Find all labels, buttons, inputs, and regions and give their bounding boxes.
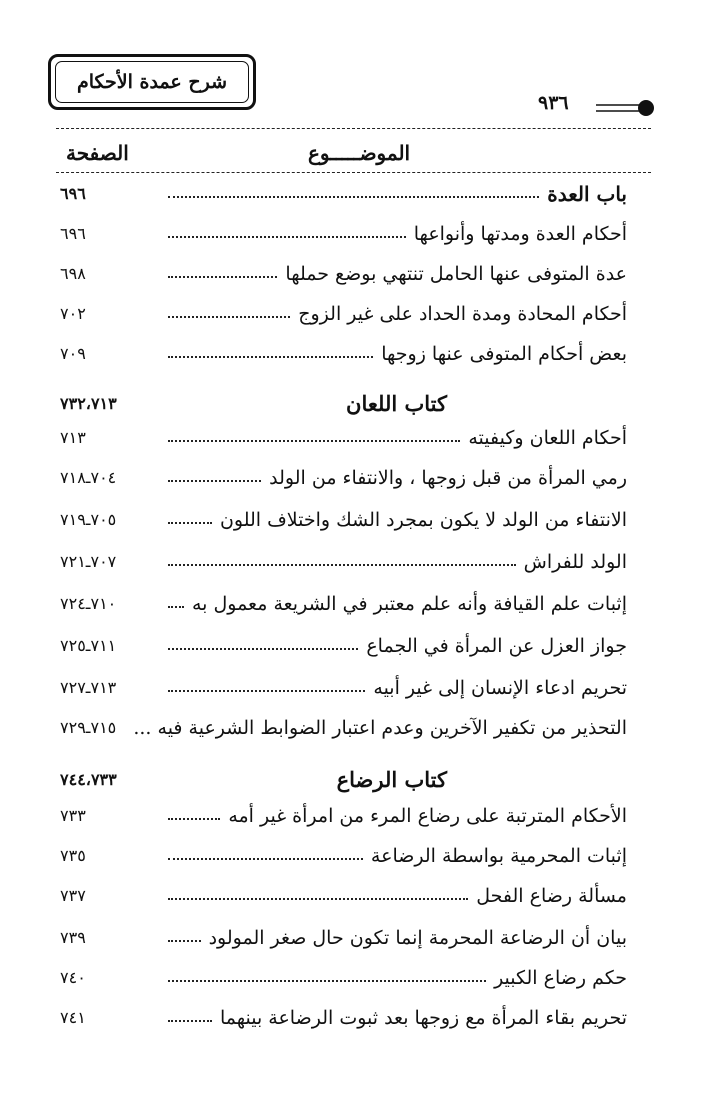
dot-leader xyxy=(168,356,373,360)
toc-page-number: ٧١٥ـ٧٢٩ xyxy=(60,718,117,737)
toc-title: تحريم بقاء المرأة مع زوجها بعد ثبوت الرضاعة بينهما xyxy=(219,1007,627,1029)
toc-row xyxy=(60,958,627,998)
toc-title: جواز العزل عن المرأة في الجماع xyxy=(366,635,627,657)
toc-page-number: ٧٣٢،٧١٣ xyxy=(60,394,117,413)
ornament-line-icon xyxy=(596,98,656,118)
toc-page-number: ٧١٣ xyxy=(60,428,86,447)
toc-row xyxy=(60,836,627,876)
toc-title: أحكام المحادة ومدة الحداد على غير الزوج xyxy=(298,303,627,325)
toc-page-number: ٧٤٤،٧٣٣ xyxy=(60,770,117,789)
toc-page-number: ٧٤٠ xyxy=(60,968,86,987)
toc-page-number: ٧١١ـ٧٢٥ xyxy=(60,636,117,655)
toc-row xyxy=(60,418,627,458)
dot-leader xyxy=(168,858,363,862)
toc-title: بيان أن الرضاعة المحرمة إنما تكون حال صغر المولود xyxy=(208,927,627,949)
dot-leader xyxy=(168,480,261,484)
dot-leader xyxy=(168,648,358,652)
toc-row xyxy=(60,294,627,334)
toc-row xyxy=(60,500,627,540)
toc-row xyxy=(60,708,627,748)
toc-page-number: ٧٠٢ xyxy=(60,304,86,323)
dot-leader xyxy=(168,522,212,526)
toc-page-number: ٧٠٤ـ٧١٨ xyxy=(60,468,117,487)
dot-leader xyxy=(168,818,220,822)
toc-title: الانتفاء من الولد لا يكون بمجرد الشك واختلاف اللون xyxy=(219,509,627,531)
dot-leader xyxy=(168,940,201,944)
toc-row xyxy=(60,542,627,582)
toc-title: الولد للفراش xyxy=(523,551,627,573)
toc-title: مسألة رضاع الفحل xyxy=(476,885,627,907)
toc-title: كتاب اللعان xyxy=(346,391,447,416)
toc-title: تحريم ادعاء الإنسان إلى غير أبيه xyxy=(373,677,627,699)
book-title-frame xyxy=(48,54,256,110)
toc-row xyxy=(60,254,627,294)
toc-row xyxy=(60,174,627,214)
toc-page-number: ٧١٣ـ٧٢٧ xyxy=(60,678,117,697)
toc-row xyxy=(60,626,627,666)
toc-page-number: ٧٣٣ xyxy=(60,806,86,825)
toc-page-number: ٧٠٩ xyxy=(60,344,86,363)
toc-row xyxy=(60,668,627,708)
toc-row xyxy=(60,458,627,498)
dot-leader xyxy=(168,316,290,320)
dot-leader xyxy=(168,440,460,444)
toc-page-number: ٧٣٩ xyxy=(60,928,86,947)
dot-leader xyxy=(168,564,516,568)
toc-page-number: ٦٩٦ xyxy=(60,184,86,203)
toc-title: إثبات علم القيافة وأنه علم معتبر في الشريعة معمول به xyxy=(191,593,627,615)
book-title: شرح عمدة الأحكام xyxy=(55,61,249,103)
header-divider-top xyxy=(56,128,651,129)
toc-row xyxy=(60,918,627,958)
topic-column-header: الموضـــــوع xyxy=(308,141,411,165)
toc-title: حكم رضاع الكبير xyxy=(494,967,627,989)
toc-page-number: ٧٣٥ xyxy=(60,846,86,865)
dot-leader xyxy=(168,690,365,694)
page-column-header: الصفحة xyxy=(66,141,129,165)
toc-row xyxy=(60,998,627,1038)
toc-page-number: ٦٩٦ xyxy=(60,224,86,243)
dot-leader xyxy=(168,898,468,902)
toc-title: أحكام اللعان وكيفيته xyxy=(468,427,627,449)
toc-row xyxy=(60,796,627,836)
toc-page-number: ٧٠٧ـ٧٢١ xyxy=(60,552,117,571)
dot-leader xyxy=(168,606,184,610)
toc-title: باب العدة xyxy=(547,182,627,206)
dot-leader xyxy=(168,1020,212,1024)
dot-leader xyxy=(168,236,406,240)
toc-title: بعض أحكام المتوفى عنها زوجها xyxy=(381,343,627,365)
toc-row xyxy=(60,214,627,254)
header-divider-bottom xyxy=(56,172,651,173)
toc-title: عدة المتوفى عنها الحامل تنتهي بوضع حملها xyxy=(285,263,627,285)
toc-page-number: ٧٠٥ـ٧١٩ xyxy=(60,510,117,529)
dot-leader xyxy=(168,196,539,200)
toc-chapter-row xyxy=(60,760,627,800)
toc-page-number: ٧٣٧ xyxy=(60,886,86,905)
toc-page-number: ٦٩٨ xyxy=(60,264,86,283)
toc-title: كتاب الرضاع xyxy=(336,767,447,792)
dot-leader xyxy=(168,980,486,984)
page-number: ٩٣٦ xyxy=(538,92,569,114)
toc-title: إثبات المحرمية بواسطة الرضاعة xyxy=(370,845,627,867)
toc-row xyxy=(60,876,627,916)
toc-row xyxy=(60,334,627,374)
dot-leader xyxy=(168,276,277,280)
toc-title: رمي المرأة من قبل زوجها ، والانتفاء من الولد xyxy=(269,467,627,489)
toc-title: الأحكام المترتبة على رضاع المرء من امرأة غير أمه xyxy=(228,805,627,827)
toc-page-number: ٧٤١ xyxy=(60,1008,86,1027)
toc-title: أحكام العدة ومدتها وأنواعها xyxy=(413,223,627,245)
toc-row xyxy=(60,584,627,624)
toc-page-number: ٧١٠ـ٧٢٤ xyxy=(60,594,117,613)
toc-title: التحذير من تكفير الآخرين وعدم اعتبار الضوابط الشرعية فيه ... xyxy=(133,717,627,739)
